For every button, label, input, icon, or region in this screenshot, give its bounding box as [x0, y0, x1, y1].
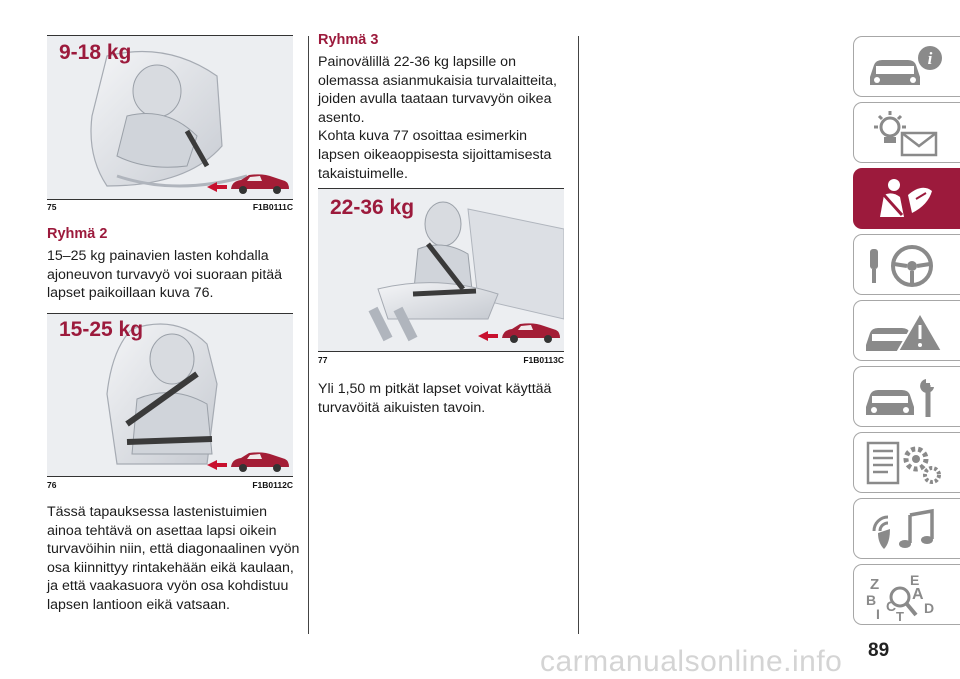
multimedia-music-icon — [860, 503, 950, 555]
paragraph-group-2 — [47, 247, 297, 303]
figure-77 — [318, 188, 564, 368]
text-line: asento. — [318, 109, 365, 126]
text-line: ajoneuvon turvavyö voi suoraan pitää — [47, 266, 283, 283]
figure-bottom-rule — [318, 351, 564, 352]
text-line: 15–25 kg painavien lasten kohdalla — [47, 248, 269, 264]
rear-seat-indicator-icon — [205, 449, 291, 475]
index-letter: D — [924, 600, 935, 616]
technical-data-gears-icon — [860, 437, 950, 489]
figure-number: 76 — [47, 480, 57, 490]
figure-code: F1B0111C — [252, 202, 293, 212]
text-line: joiden avulla taataan turvavyön oikea — [318, 91, 552, 108]
index-letter: I — [876, 606, 880, 621]
figure-code: F1B0113C — [523, 355, 564, 365]
paragraph-seat-purpose — [47, 503, 302, 615]
text-line: lapsen lantioon eikä vatsaan. — [47, 596, 230, 613]
car-with-arrow — [476, 320, 562, 351]
car-with-arrow — [205, 171, 291, 202]
paragraph-group-3 — [318, 53, 573, 183]
figure-75 — [47, 35, 293, 211]
figure-number: 77 — [318, 355, 328, 365]
heading-group-3: Ryhmä 3 — [318, 32, 379, 48]
paragraph-adult-belts — [318, 380, 573, 417]
text-line: ainoa tehtävä on asettaa lapsi oikein — [47, 522, 277, 539]
tab-technical-data[interactable] — [853, 432, 960, 493]
tab-index[interactable] — [853, 564, 960, 625]
figure-weight-title: 9-18 kg — [59, 41, 132, 64]
text-line: ja että vaakasuora vyön osa kohdistuu — [47, 578, 289, 595]
car-maintenance-wrench-icon — [860, 371, 950, 423]
page-number: 89 — [868, 640, 890, 661]
text-line: Yli 1,50 m pitkät lapset voivat käyttää — [318, 381, 552, 397]
car-emergency-warning-icon — [860, 305, 950, 357]
car-info-icon — [860, 41, 950, 93]
text-line: lapset paikoillaan kuva 76. — [47, 285, 214, 302]
index-letter: E — [910, 572, 920, 588]
tab-multimedia[interactable] — [853, 498, 960, 559]
svg-text:i: i — [927, 49, 933, 68]
text-line: osa kiinnittyy rintakehään eikä kaulaan, — [47, 559, 294, 576]
figure-bottom-rule — [47, 199, 293, 200]
rear-seat-indicator-icon — [476, 320, 562, 346]
safety-seatbelt-airbag-icon — [860, 173, 950, 225]
tab-warning-lights[interactable] — [853, 102, 960, 163]
tab-emergency[interactable] — [853, 300, 960, 361]
figure-code: F1B0112C — [252, 480, 293, 490]
text-line: takaistuimelle. — [318, 165, 408, 182]
figure-weight-title: 15-25 kg — [59, 318, 144, 341]
key-steering-wheel-icon — [860, 239, 950, 291]
tab-safety[interactable] — [853, 168, 960, 229]
figure-bottom-rule — [47, 476, 293, 477]
figure-weight-title: 22-36 kg — [330, 196, 415, 219]
column-divider — [308, 36, 309, 634]
tab-car-info[interactable] — [853, 36, 960, 97]
tab-starting-driving[interactable] — [853, 234, 960, 295]
index-letter: C — [886, 598, 897, 614]
figure-76 — [47, 313, 293, 493]
index-letter: B — [866, 592, 877, 608]
heading-group-2: Ryhmä 2 — [47, 226, 108, 242]
tab-maintenance[interactable] — [853, 366, 960, 427]
figure-number: 75 — [47, 202, 57, 212]
dashboard-warning-lights-icon — [860, 107, 950, 159]
index-letter: Z — [870, 576, 880, 593]
text-line: Tässä tapauksessa lastenistuimien — [47, 504, 268, 520]
text-line: turvavöihin niin, että diagonaalinen vyön — [47, 541, 300, 558]
text-line: olemassa asianmukaisia turvalaitteita, — [318, 72, 557, 89]
column-divider — [578, 36, 579, 634]
rear-seat-indicator-icon — [205, 171, 291, 197]
index-letter: T — [896, 609, 904, 621]
text-line: Painovälillä 22-36 kg lapsille on — [318, 54, 516, 70]
alphabetical-index-icon — [860, 569, 950, 621]
text-line: lapsen oikeaoppisesta sijoittamisesta — [318, 146, 552, 163]
index-letter: A — [912, 586, 924, 603]
text-line: turvavöitä aikuisten tavoin. — [318, 399, 486, 416]
text-line: Kohta kuva 77 osoittaa esimerkin — [318, 128, 527, 145]
watermark: carmanualsonline.info — [540, 645, 843, 678]
